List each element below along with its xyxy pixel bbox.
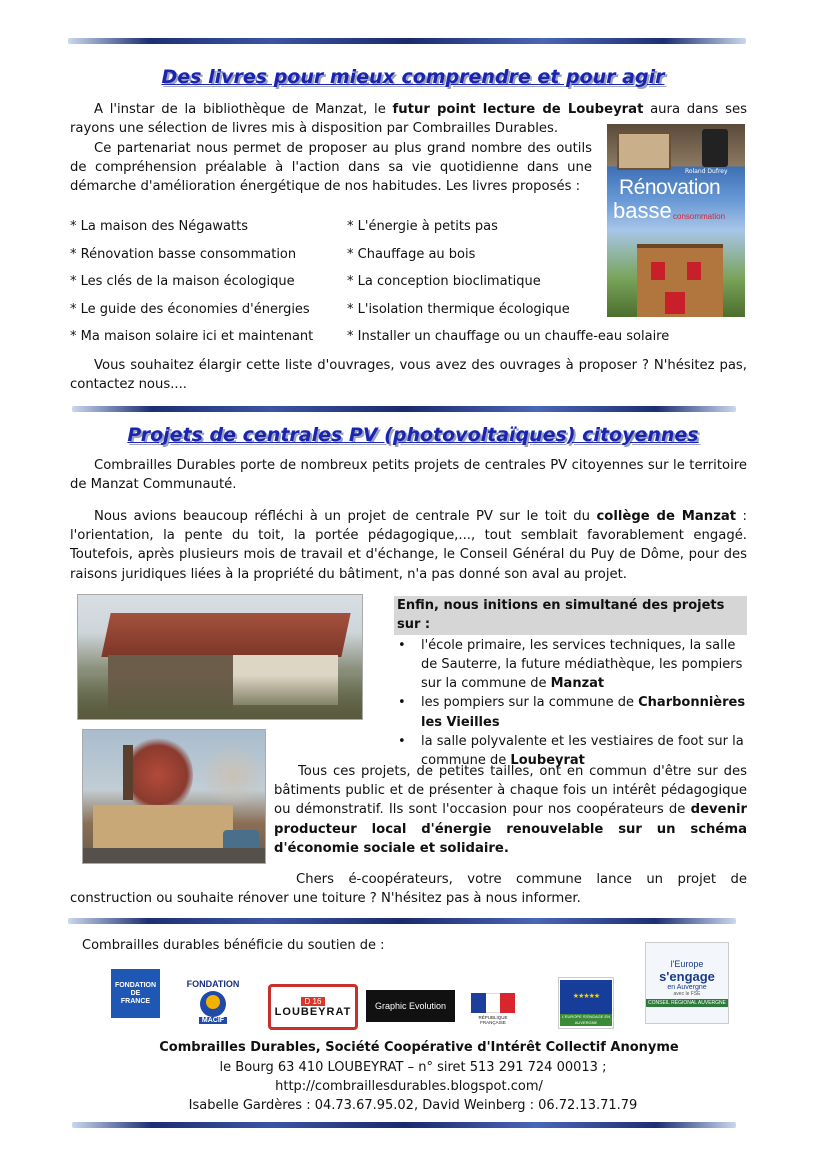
book-item: * L'isolation thermique écologique [347, 301, 570, 317]
pv-projects-paragraph [274, 762, 747, 858]
book-item: * Ma maison solaire ici et maintenant [70, 329, 314, 344]
graphic-evolution-logo [366, 990, 455, 1022]
pv-projects-text: Tous ces projets, de petites tailles, ont en commun d'être sur des bâtiments public et de présenter à chaque fois un intérêt pédagogique ou démonstratif. Ils sont l'occasion pour nos coopérateurs de [274, 764, 747, 818]
logo-text: FONDATION [186, 978, 240, 989]
project-item-bold: Loubeyrat [510, 753, 585, 769]
logo-text: RÉPUBLIQUE FRANÇAISE [478, 1015, 508, 1025]
pv-college-paragraph [70, 507, 747, 584]
footer-contacts: Isabelle Gardères : 04.73.67.95.02, David Weinberg : 06.72.13.71.79 [188, 1098, 638, 1113]
project-item-charbonnieres [394, 693, 747, 732]
logo-text: D 16 [301, 997, 326, 1006]
books-intro-bold: futur point lecture de Loubeyrat [392, 102, 644, 117]
project-item-text: les pompiers sur la commune de [421, 695, 639, 711]
project-item-text: l'école primaire, les services techniques, la salle de Sauterre, la future médiathèque, les pompiers sur la commune de [421, 637, 743, 692]
school-roof-photo [77, 594, 363, 720]
logo-text: FRANCE [120, 997, 151, 1005]
book-item: * La maison des Négawatts [70, 219, 248, 234]
books-partnership-paragraph: Ce partenariat nous permet de proposer au plus grand nombre des outils de compréhension préalable à l'action dans sa vie quotidienne dans une démarche d'amélioration énergétique de nos habitudes. Les livres proposés : [70, 141, 592, 195]
europe-sengage-logo [645, 942, 729, 1024]
footer-divider [72, 1122, 736, 1128]
pv-college-bold: collège de Manzat [596, 509, 737, 524]
logo-text: en Auvergne [667, 984, 707, 991]
bullet-icon: • [398, 734, 406, 750]
cover-title-2: basse [613, 198, 672, 223]
project-item-text: la salle polyvalente et les vestiaires de foot sur la commune de [421, 734, 744, 769]
pv-college-suffix: : l'orientation, la pente du toit, la portée pédagogique,..., tout semblait favorablement engagé. Toutefois, après plusieurs mois de travail et d'échange, le Conseil Général du Puy de Dôme, pour des raisons juridiques liées à la propriété du bâtiment, n'a pas donné son aval au projet. [70, 509, 747, 582]
section-pv-title: Projets de centrales PV (photovoltaïques) citoyennes [127, 424, 699, 446]
fondation-macif-logo [181, 977, 245, 1025]
footer-address: le Bourg 63 410 LOUBEYRAT – n° siret 513 291 724 00013 ; [219, 1060, 607, 1075]
book-item: * Le guide des économies d'énergies [70, 301, 310, 317]
books-closing-paragraph: Vous souhaitez élargir cette liste d'ouvrages, vous avez des ouvrages à proposer ? N'hésitez pas, contactez nous.... [70, 358, 747, 393]
sponsors-intro: Combrailles durables bénéficie du soutien de : [82, 938, 385, 953]
books-list-left [70, 217, 313, 355]
logo-text: FONDATION [114, 981, 157, 989]
logo-text: avec le FSE [673, 991, 701, 997]
logo-text: MACIF [199, 1017, 227, 1024]
pv-projects-bold: devenir producteur local d'énergie renouvelable sur un schéma d'économie sociale et solidaire. [274, 802, 747, 856]
book-item: * Chauffage au bois [347, 246, 476, 262]
logo-text: s'engage [659, 969, 715, 984]
project-item-bold: Manzat [550, 676, 605, 692]
project-item-manzat [394, 636, 747, 694]
book-item: * L'énergie à petits pas [347, 219, 498, 234]
logo-text: LOUBEYRAT [274, 1005, 352, 1018]
footer-org: Combrailles Durables, Société Coopérative d'Intérêt Collectif Anonyme [159, 1040, 679, 1055]
footer-url[interactable]: http://combraillesdurables.blogspot.com/ [275, 1079, 543, 1094]
logo-text: CONSEIL RÉGIONAL AUVERGNE [648, 1000, 726, 1006]
cover-title-3: consommation [673, 212, 726, 221]
book-item: * Les clés de la maison écologique [70, 274, 295, 289]
fondation-de-france-logo [111, 969, 160, 1018]
cover-author: Roland Dufrey [685, 168, 728, 175]
pv-intro-paragraph: Combrailles Durables porte de nombreux petits projets de centrales PV citoyennes sur le territoire de Manzat Communauté. [70, 458, 747, 493]
republique-francaise-logo [468, 992, 518, 1026]
village-hall-photo [82, 729, 266, 864]
top-divider [68, 38, 746, 44]
books-intro-suffix: aura dans ses rayons une sélection de livres mis à disposition par Combrailles Durables. [70, 102, 747, 137]
section-books-title: Des livres pour mieux comprendre et pour agir [161, 66, 665, 88]
logo-text: DE [130, 989, 141, 997]
loubeyrat-sign-logo [268, 984, 358, 1030]
pv-college-text: Nous avions beaucoup réfléchi à un projet de centrale PV sur le toit du [94, 509, 597, 524]
logo-text: Graphic Evolution [374, 1001, 447, 1011]
books-list-right [347, 217, 669, 355]
bottom-divider [68, 918, 736, 924]
middle-divider [72, 406, 736, 412]
book-item: * La conception bioclimatique [347, 274, 541, 289]
project-item-bold: Charbonnières les Vieilles [421, 695, 746, 730]
logo-text: L'EUROPE S'ENGAGE EN AUVERGNE [561, 1014, 611, 1025]
bullet-icon: • [398, 637, 406, 653]
europe-auvergne-logo [558, 977, 614, 1029]
pv-contact-paragraph: Chers é-coopérateurs, votre commune lance un projet de construction ou souhaite rénover une toiture ? N'hésitez pas à nous informer. [70, 872, 747, 907]
book-item: * Installer un chauffage ou un chauffe-eau solaire [347, 329, 670, 344]
book-item: * Rénovation basse consommation [70, 246, 297, 262]
cover-stove-shape [702, 129, 728, 167]
books-intro-text: A l'instar de la bibliothèque de Manzat, le [94, 102, 393, 117]
cover-title-1: Rénovation [619, 176, 721, 199]
projects-list [394, 596, 747, 771]
projects-list-heading: Enfin, nous initions en simultané des projets sur : [394, 596, 747, 635]
eu-flag-icon: ★★★★★ [560, 980, 612, 1014]
cover-window-shape [617, 132, 671, 170]
logo-text: l'Europe [670, 959, 704, 969]
bullet-icon: • [398, 695, 406, 711]
